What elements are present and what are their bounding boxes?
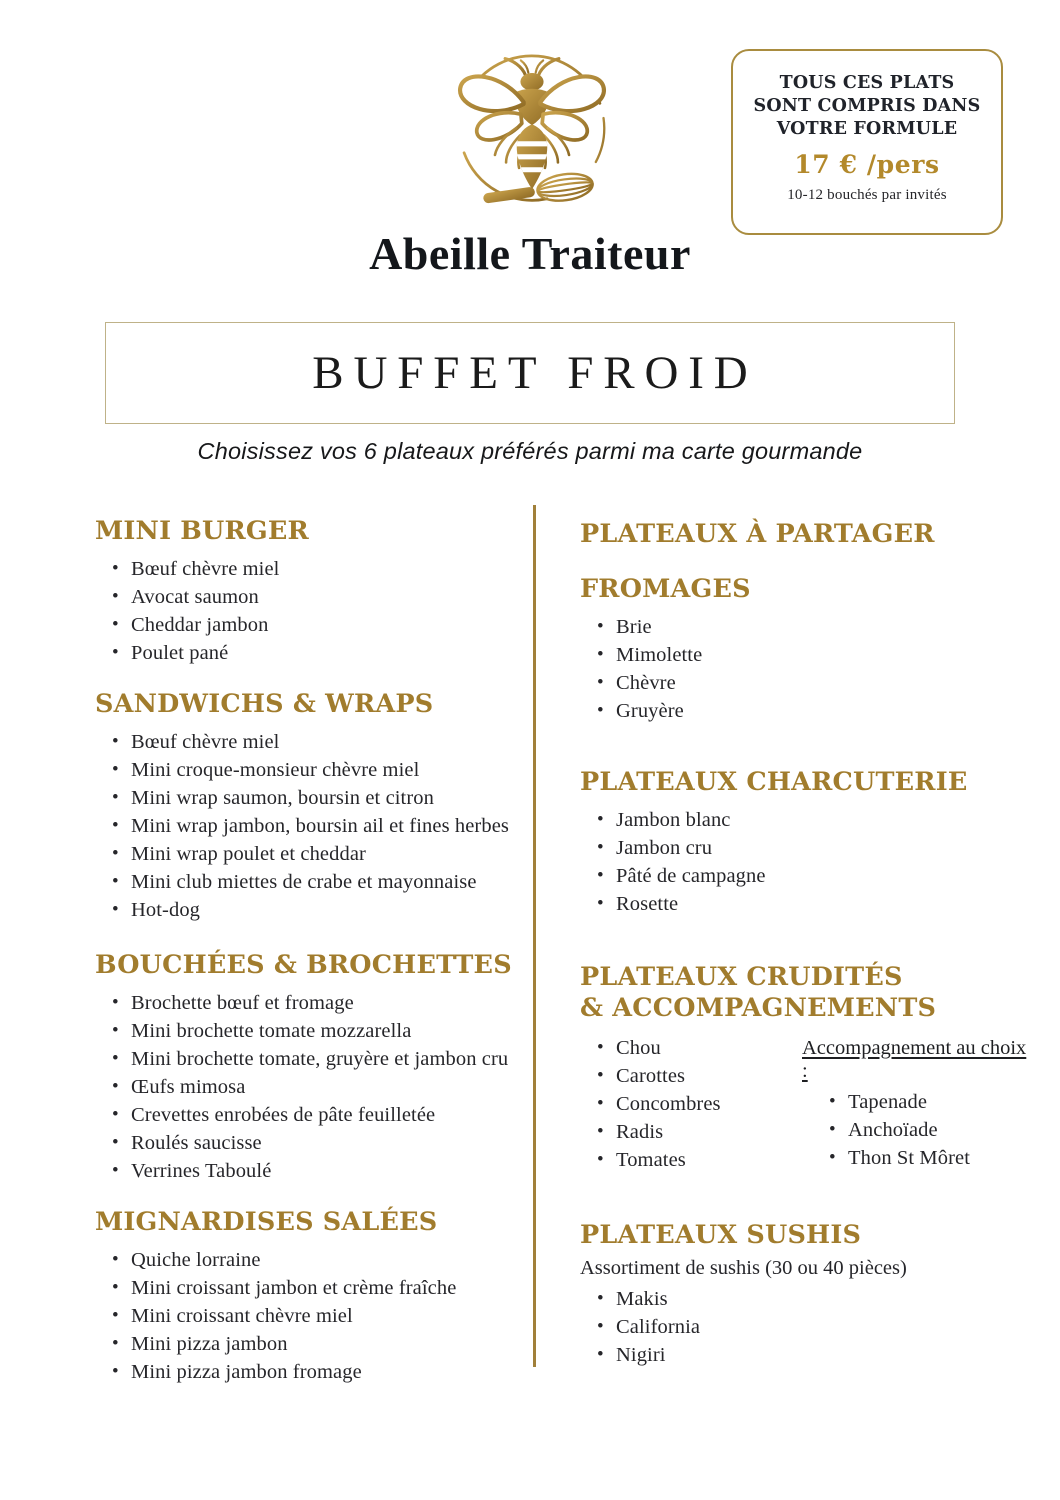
menu-item: • Gruyère xyxy=(616,697,1036,725)
section-charcuterie xyxy=(580,767,1036,918)
menu-item: • Mimolette xyxy=(616,641,1036,669)
menu-item: • Makis xyxy=(616,1285,1036,1313)
menu-list xyxy=(95,728,525,924)
page-title: BUFFET FROID xyxy=(312,347,758,399)
menu-list xyxy=(802,1088,1036,1172)
menu-item: • Rosette xyxy=(616,890,1036,918)
accompagnement-block xyxy=(802,1034,1036,1174)
brand-title: Abeille Traiteur xyxy=(369,228,691,279)
menu-list xyxy=(580,1285,1036,1369)
section-heading: SANDWICHS & WRAPS xyxy=(95,689,434,719)
section-bouchees-brochettes xyxy=(95,950,525,1185)
menu-item: • Jambon cru xyxy=(616,834,1036,862)
crudites-sub-row xyxy=(580,1034,1036,1174)
menu-columns xyxy=(0,503,1060,1386)
menu-item: • Mini brochette tomate, gruyère et jambon cru xyxy=(131,1045,525,1073)
menu-item: • Cheddar jambon xyxy=(131,611,525,639)
menu-item: • Mini brochette tomate mozzarella xyxy=(131,1017,525,1045)
section-sandwichs-wraps xyxy=(95,689,525,924)
menu-item: • Mini wrap jambon, boursin ail et fines herbes xyxy=(131,812,525,840)
formula-line-2: SONT COMPRIS DANS xyxy=(753,96,981,116)
menu-list xyxy=(580,613,1036,725)
menu-item: • Hot-dog xyxy=(131,896,525,924)
menu-item: • Mini wrap poulet et cheddar xyxy=(131,840,525,868)
section-heading-line-1: PLATEAUX CRUDITÉS xyxy=(580,962,903,992)
banner-box xyxy=(105,322,955,424)
menu-item: • Radis xyxy=(616,1118,766,1146)
menu-item: • Mini croque-monsieur chèvre miel xyxy=(131,756,525,784)
menu-item: • Poulet pané xyxy=(131,639,525,667)
menu-item: • Tomates xyxy=(616,1146,766,1174)
formula-line-1: TOUS CES PLATS xyxy=(779,73,955,93)
section-heading: BOUCHÉES & BROCHETTES xyxy=(95,950,512,980)
menu-list xyxy=(95,555,525,667)
menu-item: • Nigiri xyxy=(616,1341,1036,1369)
menu-item: • Œufs mimosa xyxy=(131,1073,525,1101)
section-heading: FROMAGES xyxy=(580,574,751,604)
accompagnement-label: Accompagnement au choix : xyxy=(802,1036,1027,1082)
bee-whisk-logo-icon xyxy=(444,38,620,220)
menu-item: • Quiche lorraine xyxy=(131,1246,525,1274)
section-heading xyxy=(580,962,1036,1024)
menu-list xyxy=(95,1246,525,1386)
section-fromages xyxy=(580,574,1036,725)
menu-item: • Mini club miettes de crabe et mayonnaise xyxy=(131,868,525,896)
menu-item: • Verrines Taboulé xyxy=(131,1157,525,1185)
menu-item: • Thon St Môret xyxy=(848,1144,1036,1172)
menu-item: • Bœuf chèvre miel xyxy=(131,555,525,583)
right-column xyxy=(536,503,1060,1386)
sushi-assortment-note: Assortiment de sushis (30 ou 40 pièces) xyxy=(580,1257,907,1279)
menu-item: • Concombres xyxy=(616,1090,766,1118)
menu-list xyxy=(95,989,525,1185)
menu-item: • Pâté de campagne xyxy=(616,862,1036,890)
section-heading-plateaux-a-partager: PLATEAUX À PARTAGER xyxy=(580,519,935,549)
section-heading: MINI BURGER xyxy=(95,516,309,546)
menu-item: • Mini croissant chèvre miel xyxy=(131,1302,525,1330)
menu-item: • Mini croissant jambon et crème fraîche xyxy=(131,1274,525,1302)
section-mignardises-salees xyxy=(95,1207,525,1386)
section-heading: MIGNARDISES SALÉES xyxy=(95,1207,438,1237)
left-column xyxy=(0,503,533,1386)
section-heading: PLATEAUX CHARCUTERIE xyxy=(580,767,968,797)
section-heading: PLATEAUX SUSHIS xyxy=(580,1220,862,1250)
price-per-person: 17 € /pers xyxy=(794,150,940,179)
section-sushis xyxy=(580,1220,1036,1369)
menu-item: • Mini pizza jambon fromage xyxy=(131,1358,525,1386)
menu-item: • Mini wrap saumon, boursin et citron xyxy=(131,784,525,812)
menu-item: • California xyxy=(616,1313,1036,1341)
menu-list xyxy=(580,1034,766,1174)
portion-note: 10-12 bouchés par invités xyxy=(787,187,947,203)
menu-item: • Anchoïade xyxy=(848,1116,1036,1144)
menu-item: • Brochette bœuf et fromage xyxy=(131,989,525,1017)
menu-item: • Brie xyxy=(616,613,1036,641)
menu-item: • Carottes xyxy=(616,1062,766,1090)
menu-item: • Chou xyxy=(616,1034,766,1062)
section-heading-line-2: & ACCOMPAGNEMENTS xyxy=(580,993,937,1023)
menu-item: • Jambon blanc xyxy=(616,806,1036,834)
subtitle: Choisissez vos 6 plateaux préférés parmi ma carte gourmande xyxy=(197,438,863,464)
menu-item: • Tapenade xyxy=(848,1088,1036,1116)
menu-item: • Mini pizza jambon xyxy=(131,1330,525,1358)
section-mini-burger xyxy=(95,516,525,667)
menu-item: • Roulés saucisse xyxy=(131,1129,525,1157)
menu-item: • Avocat saumon xyxy=(131,583,525,611)
section-crudites-accompagnements xyxy=(580,962,1036,1174)
menu-item: • Bœuf chèvre miel xyxy=(131,728,525,756)
formula-info-box xyxy=(731,49,1003,235)
formula-line-3: VOTRE FORMULE xyxy=(776,119,958,139)
menu-item: • Chèvre xyxy=(616,669,1036,697)
menu-list xyxy=(580,806,1036,918)
menu-item: • Crevettes enrobées de pâte feuilletée xyxy=(131,1101,525,1129)
